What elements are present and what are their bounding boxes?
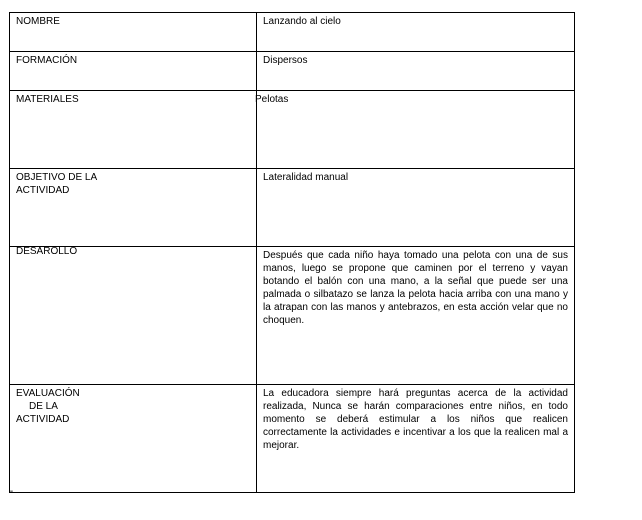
activity-sheet-table (9, 12, 575, 493)
stray-quote-mark: " (9, 489, 13, 501)
objetivo-label-line1: OBJETIVO DE LA (16, 172, 98, 183)
materiales-label: MATERIALES (10, 91, 257, 169)
nombre-label: NOMBRE (10, 13, 257, 52)
nombre-value: Lanzando al cielo (257, 13, 575, 52)
table-row-desarrollo (10, 247, 575, 385)
table-row-objetivo (10, 169, 575, 247)
evaluacion-value: La educadora siempre hará preguntas acerca de la actividad realizada, Nunca se harán comparaciones entre niños, en todo momento se deberá estimular a los niños que realicen correctamente la actividades e incentivar a los que la realicen mal a mejorar. (263, 388, 568, 451)
objetivo-value: Lateralidad manual (257, 169, 575, 247)
desarrollo-cell (257, 247, 575, 385)
table-row-materiales (10, 91, 575, 169)
materiales-cell (257, 91, 575, 169)
objetivo-label (10, 169, 257, 247)
materiales-value: Pelotas (255, 94, 289, 105)
formacion-value: Dispersos (257, 52, 575, 91)
evaluacion-cell (257, 385, 575, 493)
formacion-label: FORMACIÓN (10, 52, 257, 91)
objetivo-label-line2: ACTIVIDAD (16, 185, 70, 196)
evaluacion-label-line1: EVALUACIÓN (16, 388, 80, 399)
desarrollo-label: DESAROLLO (16, 246, 78, 257)
desarrollo-value: Después que cada niño haya tomado una pelota con una de sus manos, luego se propone que caminen por el terreno y vayan botando el balón con una mano, a la señal que puede ser una palmada o silbatazo se lanza la pelota hacia arriba con una mano y la atrapan con las manos y antebrazos, en esta acción velar que no choquen. (263, 250, 568, 326)
table-row-formacion (10, 52, 575, 91)
table-row-evaluacion (10, 385, 575, 493)
evaluacion-label (10, 385, 257, 493)
desarrollo-label-cell (10, 247, 257, 385)
evaluacion-label-line2: DE LA (29, 401, 58, 412)
evaluacion-label-line3: ACTIVIDAD (16, 414, 70, 425)
table-row-nombre (10, 13, 575, 52)
